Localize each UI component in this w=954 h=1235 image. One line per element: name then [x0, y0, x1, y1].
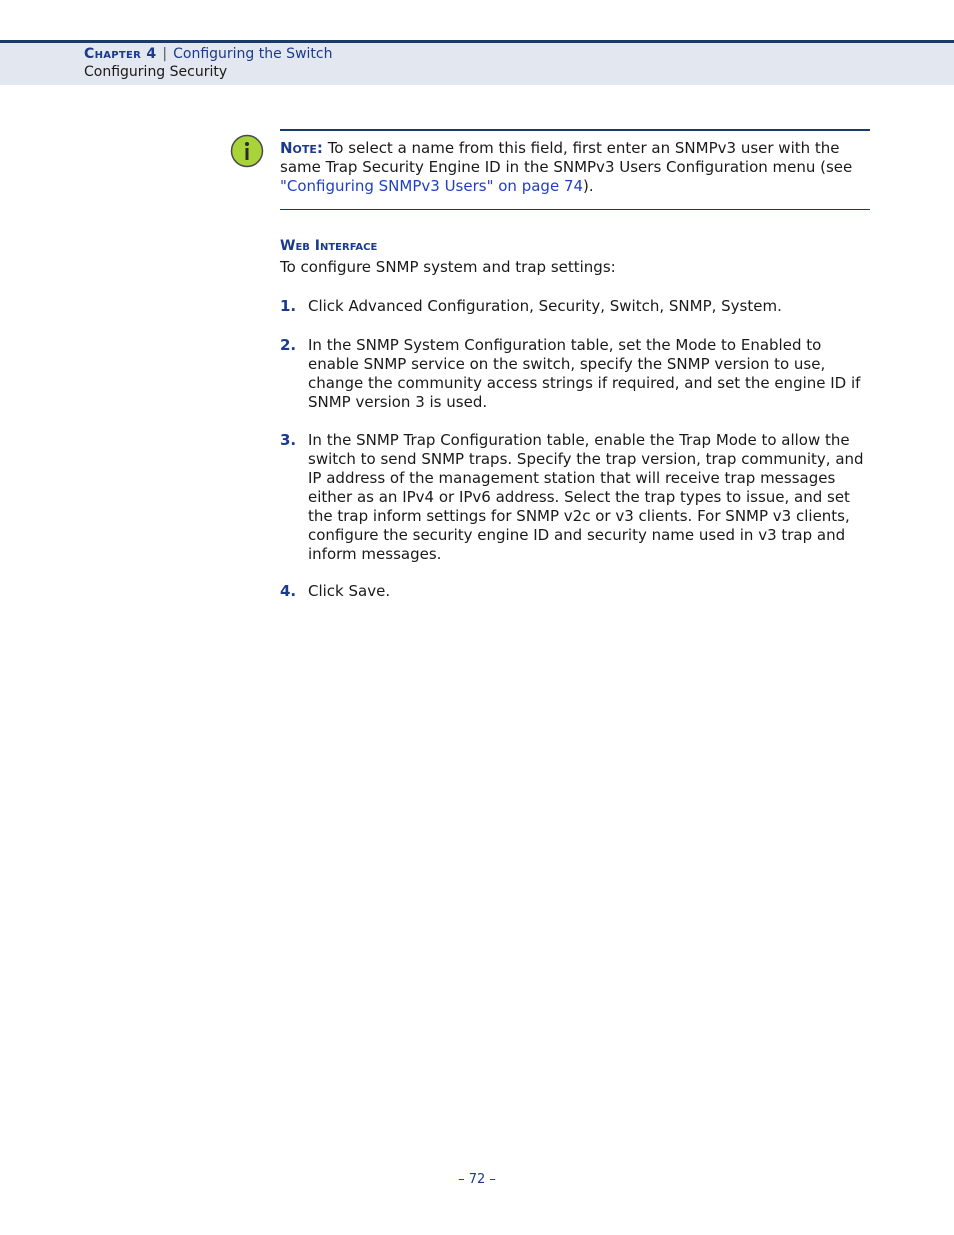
step-number: 3.: [280, 431, 297, 449]
step-text: In the SNMP Trap Configuration table, enable the Trap Mode to allow the switch to send SNMP traps. Specify the trap version, trap community, and IP address of the management station that will receive trap messages either as an IPv4 or IPv6 address. Select the trap types to issue, and set the trap inform settings for SNMP v2c or v3 clients. For SNMP v3 clients, configure the security engine ID and security name used in v3 trap and inform messages.: [308, 431, 864, 563]
section-heading: Web Interface: [280, 238, 378, 254]
info-icon: [230, 134, 264, 168]
cross-reference-link[interactable]: "Configuring SNMPv3 Users" on page 74: [280, 177, 584, 195]
page-number: – 72 –: [458, 1172, 496, 1187]
section-name: Configuring Security: [84, 64, 228, 80]
chapter-breadcrumb: [84, 46, 332, 62]
note-text-end: ).: [583, 177, 594, 195]
step-text: In the SNMP System Configuration table, set the Mode to Enabled to enable SNMP service on the switch, specify the SNMP version to use, change the community access strings if required, and set the engine ID if SNMP version 3 is used.: [308, 336, 861, 411]
note-callout: [280, 129, 870, 210]
note-label: Note:: [280, 139, 323, 157]
step-number: 2.: [280, 336, 297, 354]
step-text: Click Save.: [308, 582, 391, 600]
intro-paragraph: To configure SNMP system and trap settings:: [280, 258, 616, 276]
note-text: To select a name from this field, first enter an SNMPv3 user with the same Trap Security Engine ID in the SNMPv3 Users Configuration menu (see: [280, 139, 853, 176]
page-header: [0, 40, 954, 85]
step-text: Click Advanced Configuration, Security, Switch, SNMP, System.: [308, 297, 782, 315]
chapter-label: Chapter 4: [84, 46, 157, 62]
step-number: 1.: [280, 297, 297, 315]
chapter-title: Configuring the Switch: [173, 46, 333, 62]
breadcrumb-separator: |: [162, 46, 168, 62]
step-number: 4.: [280, 582, 297, 600]
